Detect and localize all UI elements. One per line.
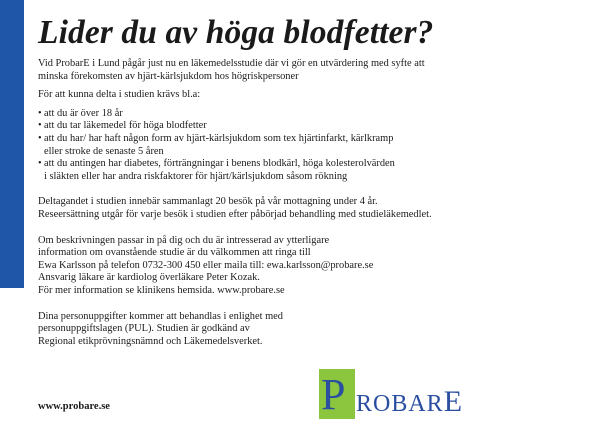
requirement-text-continued: eller stroke de senaste 5 åren <box>44 145 164 157</box>
intro-line: minska förekomsten av hjärt-kärlsjukdom hos högriskpersoner <box>38 70 299 82</box>
requirement-text: att du är över 18 år <box>44 107 123 119</box>
contact-line: För mer information se klinikens hemsida. www.probare.se <box>38 284 285 296</box>
requirement-text: att du tar läkemedel för höga blodfetter <box>44 120 207 132</box>
requirement-text: att du har/ har haft någon form av hjärt-kärlsjukdom som tex hjärtinfarkt, kärlkramp <box>44 132 394 144</box>
logo-letter-p: P <box>321 370 346 419</box>
intro-line: Vid ProbarE i Lund pågår just nu en läkemedelsstudie där vi gör en utvärdering med syfte att <box>38 58 425 69</box>
bullet-glyph: • <box>38 132 42 144</box>
contact-line: Ansvarig läkare är kardiolog överläkare Peter Kozak. <box>38 272 260 284</box>
participation-line: Deltagandet i studien innebär sammanlagt 20 besök på vår mottagning under 4 år. <box>38 196 378 208</box>
requirement-item <box>38 120 478 133</box>
bullet-glyph: • <box>38 107 42 119</box>
logo-letters: ROBAR <box>356 391 444 417</box>
requirement-item <box>38 158 478 183</box>
requirement-item <box>38 108 478 121</box>
contact-line: information om ovanstående studie är du välkommen att ringa till <box>38 247 311 259</box>
bullet-glyph: • <box>38 120 42 132</box>
requirements-list <box>38 108 478 184</box>
requirement-text-continued: i släkten eller har andra riskfaktorer för hjärt/kärlsjukdom såsom rökning <box>44 170 348 182</box>
contact-line: Ewa Karlsson på telefon 0732-300 450 eller maila till: ewa.karlsson@probare.se <box>38 259 374 271</box>
requirement-item <box>38 133 478 158</box>
privacy-line: personuppgiftslagen (PUL). Studien är godkänd av <box>38 323 250 335</box>
privacy-line: Dina personuppgifter kommer att behandlas i enlighet med <box>38 310 283 322</box>
logo-letter-e: E <box>443 385 464 418</box>
contact-line: Om beskrivningen passar in på dig och du är intresserad av ytterligare <box>38 234 330 246</box>
participation-line: Reseersättning utgår för varje besök i studien efter påbörjad behandling med studieläkemedlet. <box>38 208 432 220</box>
logo-green-box <box>319 369 355 419</box>
privacy-line: Regional etikprövningsnämnd och Läkemedelsverket. <box>38 335 263 347</box>
probare-logo <box>319 367 463 419</box>
ad-body <box>38 58 478 348</box>
footer-website: www.probare.se <box>38 401 110 412</box>
headline: Lider du av höga blodfetter? <box>38 14 434 51</box>
requirements-intro: För att kunna delta i studien krävs bl.a: <box>38 89 201 101</box>
logo-wordmark <box>356 385 464 419</box>
bullet-glyph: • <box>38 158 42 170</box>
accent-bar <box>0 0 24 288</box>
requirement-text: att du antingen har diabetes, förträngningar i benens blodkärl, höga kolesterolvärden <box>44 158 395 170</box>
